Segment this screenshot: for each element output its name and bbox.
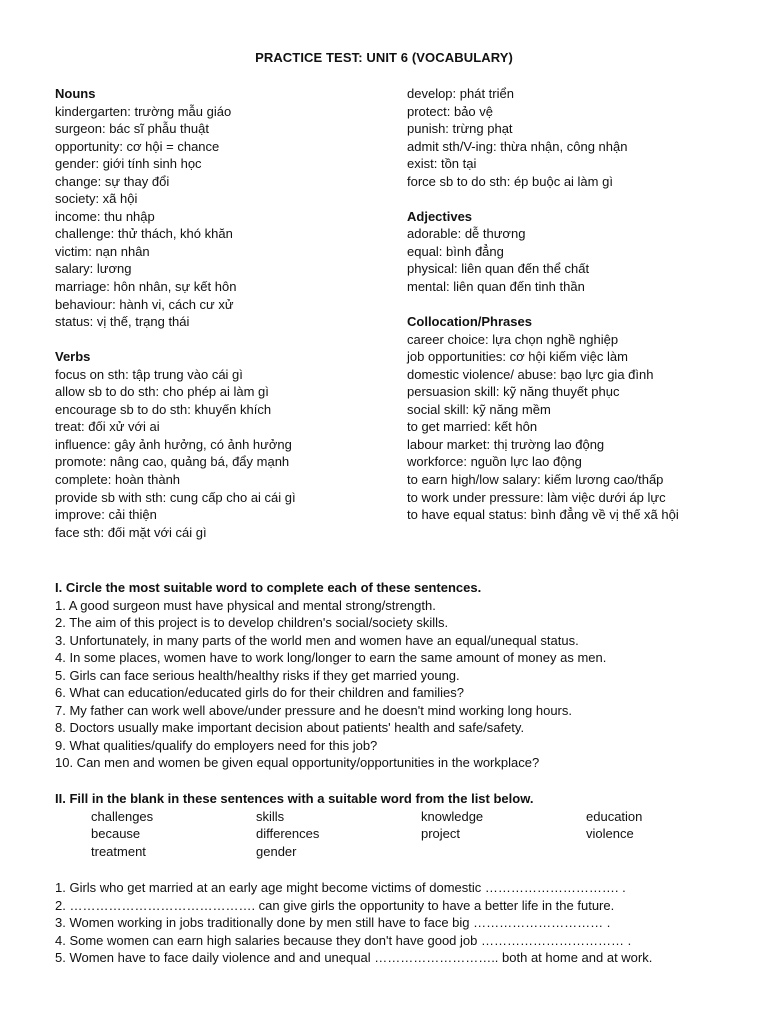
vocab-entry: to have equal status: bình đẳng về vị thế xã hội xyxy=(407,507,679,523)
vocab-entry: develop: phát triển xyxy=(407,86,514,101)
vocab-entry: provide sb with sth: cung cấp cho ai cái gì xyxy=(55,489,296,505)
exercise-2 xyxy=(55,790,735,860)
exercise-item: 7. My father can work well above/under pressure and he doesn't mind working long hours. xyxy=(55,702,572,718)
vocabulary-left-column xyxy=(55,85,385,541)
exercise-item: 1. A good surgeon must have physical and mental strong/strength. xyxy=(55,597,436,613)
vocab-entry: opportunity: cơ hội = chance xyxy=(55,138,220,154)
verbs-continued-list xyxy=(407,85,747,190)
word-bank-word: education xyxy=(586,808,643,824)
exercise-item: 2. The aim of this project is to develop children's social/society skills. xyxy=(55,615,449,631)
adjectives-heading: Adjectives xyxy=(407,208,473,224)
vocabulary-right-column xyxy=(407,85,747,524)
vocab-entry: force sb to do sth: ép buộc ai làm gì xyxy=(407,173,613,189)
vocab-entry: kindergarten: trường mẫu giáo xyxy=(55,103,232,119)
word-bank-word: project xyxy=(421,826,461,842)
vocab-entry: labour market: thị trường lao động xyxy=(407,436,605,452)
vocab-entry: exist: tồn tại xyxy=(407,156,477,172)
vocab-entry: focus on sth: tập trung vào cái gì xyxy=(55,366,243,382)
vocab-entry: allow sb to do sth: cho phép ai làm gì xyxy=(55,384,269,400)
vocab-entry: income: thu nhập xyxy=(55,208,155,224)
vocab-entry: domestic violence/ abuse: bạo lực gia đình xyxy=(407,366,654,382)
vocab-entry: encourage sb to do sth: khuyến khích xyxy=(55,401,272,417)
vocab-entry: workforce: nguồn lực lao động xyxy=(407,454,582,470)
word-bank-word: knowledge xyxy=(421,808,484,824)
page-title: PRACTICE TEST: UNIT 6 (VOCABULARY) xyxy=(255,50,513,65)
word-bank-word: challenges xyxy=(91,808,154,824)
vocab-entry: protect: bảo vệ xyxy=(407,103,493,119)
exercise-item: 8. Doctors usually make important decision about patients' health and safe/safety. xyxy=(55,720,525,736)
exercise-item: 1. Girls who get married at an early age might become victims of domestic …………………………. . xyxy=(55,880,626,895)
vocab-entry: surgeon: bác sĩ phẫu thuật xyxy=(55,121,209,137)
vocab-entry: career choice: lựa chọn nghề nghiệp xyxy=(407,331,619,347)
vocab-entry: society: xã hội xyxy=(55,191,138,207)
vocab-entry: mental: liên quan đến tinh thần xyxy=(407,279,585,295)
vocab-entry: promote: nâng cao, quảng bá, đẩy mạnh xyxy=(55,454,290,470)
vocab-entry: treat: đối xử với ai xyxy=(55,419,160,435)
exercise-2-heading: II. Fill in the blank in these sentences with a suitable word from the list below. xyxy=(55,791,534,806)
vocab-entry: to get married: kết hôn xyxy=(407,419,538,435)
vocab-entry: influence: gây ảnh hưởng, có ảnh hưởng xyxy=(55,436,292,452)
vocab-entry: challenge: thử thách, khó khăn xyxy=(55,226,233,242)
exercise-2-list xyxy=(55,879,755,967)
exercise-item: 2. ……………………………………. can give girls the opportunity to have a better life in the future. xyxy=(55,897,615,913)
word-bank-word: skills xyxy=(256,808,285,824)
collocations-list xyxy=(407,331,747,524)
exercise-item: 4. In some places, women have to work long/longer to earn the same amount of money as men. xyxy=(55,650,607,666)
vocab-entry: marriage: hôn nhân, sự kết hôn xyxy=(55,279,237,295)
exercise-item: 9. What qualities/qualify do employers need for this job? xyxy=(55,737,378,753)
vocab-entry: adorable: dễ thương xyxy=(407,226,526,242)
exercise-item: 3. Women working in jobs traditionally done by men still have to face big ………………………… . xyxy=(55,915,611,931)
vocab-entry: to work under pressure: làm việc dưới áp lực xyxy=(407,489,666,505)
vocab-entry: job opportunities: cơ hội kiếm việc làm xyxy=(407,349,628,365)
word-bank-word: treatment xyxy=(91,843,146,859)
verbs-heading: Verbs xyxy=(55,349,91,365)
exercise-item: 4. Some women can earn high salaries because they don't have good job …………………………… . xyxy=(55,932,632,948)
exercise-1-list xyxy=(55,597,735,772)
vocab-entry: victim: nạn nhân xyxy=(55,243,150,259)
vocab-entry: gender: giới tính sinh học xyxy=(55,156,202,172)
vocab-entry: change: sự thay đổi xyxy=(55,173,170,189)
exercise-item: 5. Women have to face daily violence and and unequal ……………………….. both at home and at work. xyxy=(55,950,653,966)
word-bank xyxy=(91,808,735,861)
vocab-entry: behaviour: hành vi, cách cư xử xyxy=(55,296,234,312)
vocab-entry: persuasion skill: kỹ năng thuyết phục xyxy=(407,384,620,400)
vocab-entry: status: vị thế, trạng thái xyxy=(55,314,190,330)
exercise-item: 6. What can education/educated girls do for their children and families? xyxy=(55,685,465,701)
exercise-1-heading: I. Circle the most suitable word to complete each of these sentences. xyxy=(55,580,482,595)
vocab-entry: to earn high/low salary: kiếm lương cao/thấp xyxy=(407,472,664,488)
word-bank-word: violence xyxy=(586,826,634,842)
vocab-entry: equal: bình đẳng xyxy=(407,243,504,259)
verbs-list xyxy=(55,366,385,541)
exercise-1 xyxy=(55,579,735,772)
vocab-entry: social skill: kỹ năng mềm xyxy=(407,401,551,417)
vocab-entry: complete: hoàn thành xyxy=(55,472,181,488)
vocab-entry: improve: cải thiện xyxy=(55,507,157,523)
vocab-entry: face sth: đối mặt với cái gì xyxy=(55,524,207,540)
nouns-list xyxy=(55,103,385,331)
collocations-heading: Collocation/Phrases xyxy=(407,314,532,330)
nouns-heading: Nouns xyxy=(55,86,96,101)
word-bank-word: because xyxy=(91,826,141,842)
adjectives-list xyxy=(407,225,747,295)
vocab-entry: admit sth/V-ing: thừa nhận, công nhận xyxy=(407,138,628,154)
word-bank-word: differences xyxy=(256,826,320,842)
vocab-entry: physical: liên quan đến thể chất xyxy=(407,261,590,277)
exercise-item: 10. Can men and women be given equal opportunity/opportunities in the workplace? xyxy=(55,755,540,771)
vocab-entry: punish: trừng phạt xyxy=(407,121,513,137)
word-bank-word: gender xyxy=(256,843,297,859)
exercise-item: 3. Unfortunately, in many parts of the world men and women have an equal/unequal status. xyxy=(55,632,579,648)
exercise-item: 5. Girls can face serious health/healthy risks if they get married young. xyxy=(55,667,460,683)
vocab-entry: salary: lương xyxy=(55,261,132,277)
